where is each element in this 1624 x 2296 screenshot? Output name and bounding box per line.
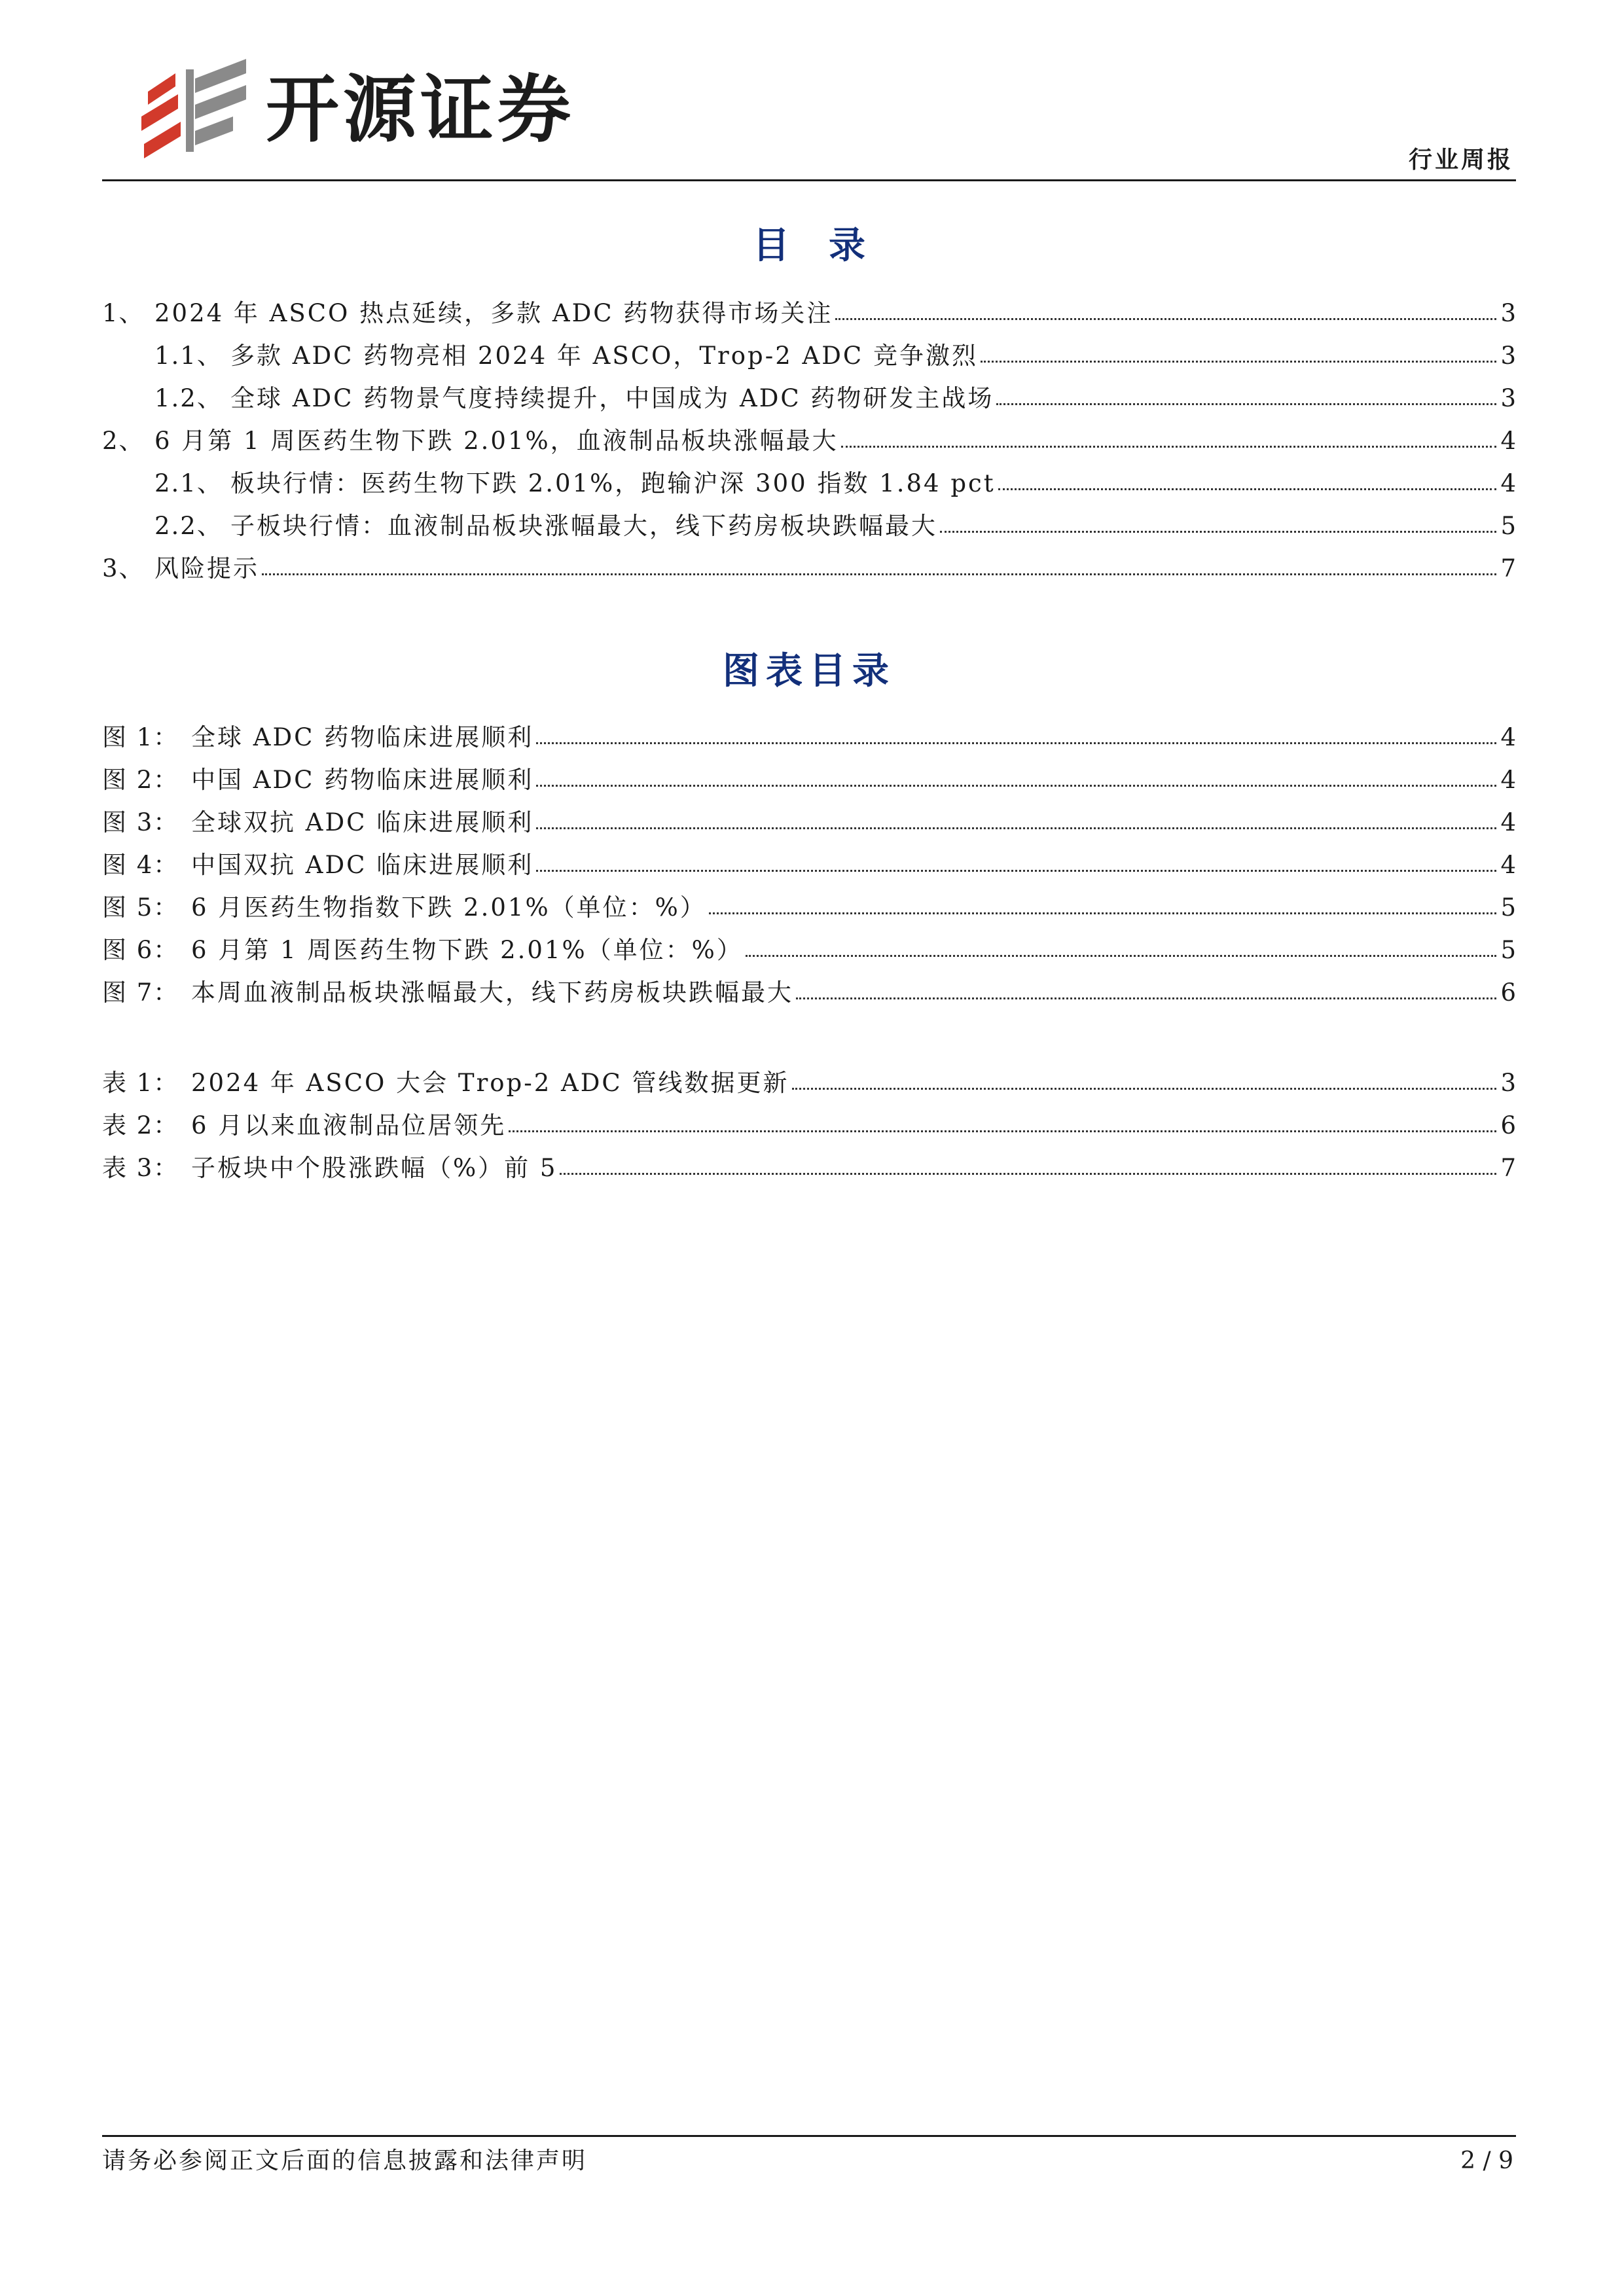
dot-leader bbox=[560, 1173, 1496, 1175]
dot-leader bbox=[509, 1130, 1496, 1132]
entry-page-number: 5 bbox=[1500, 936, 1516, 964]
dot-leader bbox=[536, 742, 1496, 744]
page-indicator: 2 / 9 bbox=[1460, 2147, 1513, 2174]
entry-page-number: 4 bbox=[1500, 766, 1516, 794]
figure-entry[interactable] bbox=[102, 801, 1516, 844]
entry-number: 表 2： bbox=[102, 1111, 179, 1139]
dot-leader bbox=[536, 827, 1496, 829]
toc-entry[interactable] bbox=[102, 377, 1516, 420]
figure-entry[interactable] bbox=[102, 929, 1516, 971]
dot-leader bbox=[996, 403, 1496, 405]
dot-leader bbox=[796, 997, 1496, 999]
table-of-contents bbox=[102, 292, 1516, 590]
entry-page-number: 4 bbox=[1500, 723, 1516, 751]
dot-leader bbox=[709, 912, 1497, 914]
entry-title: 风险提示 bbox=[154, 554, 259, 583]
entry-title: 6 月第 1 周医药生物下跌 2.01%，血液制品板块涨幅最大 bbox=[154, 427, 839, 455]
entry-title: 中国 ADC 药物临床进展顺利 bbox=[191, 766, 534, 794]
entry-number: 1.1、 bbox=[154, 342, 223, 370]
figure-entry[interactable] bbox=[102, 716, 1516, 759]
entry-number: 1、 bbox=[102, 299, 145, 327]
toc-entry[interactable] bbox=[102, 462, 1516, 505]
dot-leader bbox=[536, 785, 1496, 787]
entry-title: 全球 ADC 药物临床进展顺利 bbox=[191, 723, 534, 751]
dot-leader bbox=[746, 955, 1497, 957]
entry-page-number: 6 bbox=[1500, 978, 1516, 1007]
page-footer bbox=[102, 2135, 1516, 2187]
entry-title: 6 月医药生物指数下跌 2.01%（单位：%） bbox=[191, 893, 706, 922]
dot-leader bbox=[262, 573, 1496, 575]
figure-entry[interactable] bbox=[102, 971, 1516, 1014]
dot-leader bbox=[536, 870, 1496, 872]
entry-page-number: 3 bbox=[1500, 342, 1516, 370]
figure-entry[interactable] bbox=[102, 844, 1516, 886]
entry-title: 多款 ADC 药物亮相 2024 年 ASCO，Trop-2 ADC 竞争激烈 bbox=[230, 342, 978, 370]
figure-entry[interactable] bbox=[102, 759, 1516, 801]
figure-index bbox=[102, 716, 1516, 1014]
dot-leader bbox=[940, 531, 1496, 533]
report-type-label: 行业周报 bbox=[1408, 146, 1513, 173]
entry-page-number: 4 bbox=[1500, 851, 1516, 879]
toc-entry[interactable] bbox=[102, 420, 1516, 462]
footer-divider bbox=[102, 2135, 1516, 2137]
company-logo bbox=[135, 54, 619, 165]
entry-title: 子板块中个股涨跌幅（%）前 5 bbox=[191, 1154, 558, 1182]
entry-number: 图 7： bbox=[102, 978, 179, 1007]
entry-page-number: 6 bbox=[1500, 1111, 1516, 1139]
dot-leader bbox=[792, 1088, 1497, 1090]
kaiyuan-logo-icon bbox=[135, 54, 253, 165]
entry-number: 2、 bbox=[102, 427, 145, 455]
page-header bbox=[102, 39, 1516, 185]
table-entry[interactable] bbox=[102, 1104, 1516, 1147]
table-entry[interactable] bbox=[102, 1147, 1516, 1189]
header-divider bbox=[102, 179, 1516, 181]
dot-leader bbox=[998, 488, 1497, 490]
disclaimer-note: 请务必参阅正文后面的信息披露和法律声明 bbox=[102, 2147, 588, 2174]
figure-entry[interactable] bbox=[102, 886, 1516, 929]
entry-title: 子板块行情：血液制品板块涨幅最大，线下药房板块跌幅最大 bbox=[230, 512, 937, 540]
toc-entry[interactable] bbox=[102, 334, 1516, 377]
entry-title: 全球 ADC 药物景气度持续提升，中国成为 ADC 药物研发主战场 bbox=[230, 384, 994, 412]
entry-page-number: 4 bbox=[1500, 427, 1516, 455]
dot-leader bbox=[835, 318, 1496, 320]
entry-number: 2.2、 bbox=[154, 512, 223, 540]
toc-entry[interactable] bbox=[102, 547, 1516, 590]
entry-page-number: 7 bbox=[1500, 554, 1516, 583]
entry-number: 1.2、 bbox=[154, 384, 223, 412]
entry-number: 图 3： bbox=[102, 808, 179, 836]
entry-page-number: 3 bbox=[1500, 299, 1516, 327]
entry-page-number: 4 bbox=[1500, 469, 1516, 497]
company-name: 开源证券 bbox=[266, 67, 575, 152]
entry-title: 2024 年 ASCO 大会 Trop-2 ADC 管线数据更新 bbox=[191, 1069, 789, 1097]
entry-page-number: 3 bbox=[1500, 384, 1516, 412]
table-index bbox=[102, 1062, 1516, 1189]
entry-number: 图 1： bbox=[102, 723, 179, 751]
entry-number: 表 1： bbox=[102, 1069, 179, 1097]
entry-page-number: 5 bbox=[1500, 512, 1516, 540]
entry-page-number: 7 bbox=[1500, 1154, 1516, 1182]
figure-index-title: 图表目录 bbox=[723, 649, 895, 692]
entry-title: 中国双抗 ADC 临床进展顺利 bbox=[191, 851, 534, 879]
entry-page-number: 4 bbox=[1500, 808, 1516, 836]
entry-number: 表 3： bbox=[102, 1154, 179, 1182]
entry-page-number: 5 bbox=[1500, 893, 1516, 922]
entry-page-number: 3 bbox=[1500, 1069, 1516, 1097]
entry-title: 6 月第 1 周医药生物下跌 2.01%（单位：%） bbox=[191, 936, 743, 964]
entry-title: 2024 年 ASCO 热点延续，多款 ADC 药物获得市场关注 bbox=[154, 299, 833, 327]
entry-title: 全球双抗 ADC 临床进展顺利 bbox=[191, 808, 534, 836]
toc-title: 目录 bbox=[753, 224, 905, 267]
entry-number: 3、 bbox=[102, 554, 145, 583]
entry-number: 图 2： bbox=[102, 766, 179, 794]
dot-leader bbox=[841, 446, 1497, 448]
table-entry[interactable] bbox=[102, 1062, 1516, 1104]
entry-number: 2.1、 bbox=[154, 469, 223, 497]
entry-title: 本周血液制品板块涨幅最大，线下药房板块跌幅最大 bbox=[191, 978, 793, 1007]
entry-title: 板块行情：医药生物下跌 2.01%，跑输沪深 300 指数 1.84 pct bbox=[230, 469, 996, 497]
entry-title: 6 月以来血液制品位居领先 bbox=[191, 1111, 507, 1139]
toc-entry[interactable] bbox=[102, 505, 1516, 547]
entry-number: 图 5： bbox=[102, 893, 179, 922]
entry-number: 图 4： bbox=[102, 851, 179, 879]
toc-entry[interactable] bbox=[102, 292, 1516, 334]
dot-leader bbox=[981, 361, 1496, 363]
entry-number: 图 6： bbox=[102, 936, 179, 964]
